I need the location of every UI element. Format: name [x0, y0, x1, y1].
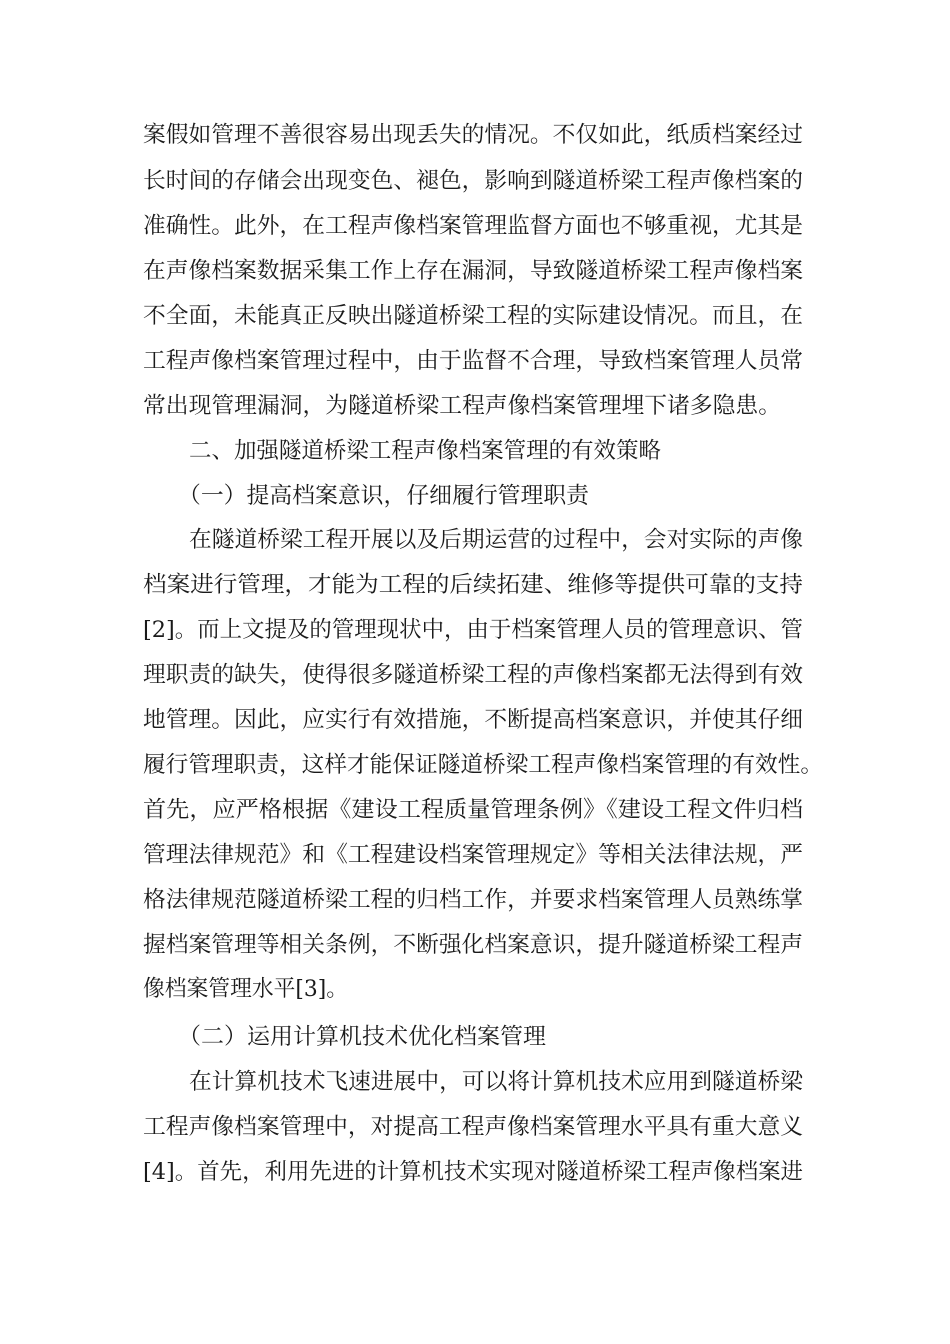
text-line — [0, 436, 950, 466]
text-line — [0, 1157, 950, 1187]
text-line-content: （二）运用计算机技术优化档案管理 — [178, 1024, 546, 1050]
text-line — [0, 211, 950, 241]
text-line — [0, 795, 950, 825]
text-line-content: （一）提高档案意识，仔细履行管理职责 — [178, 483, 589, 509]
text-line-content: 像档案管理水平[3]。 — [143, 976, 348, 1002]
text-line-content: 地管理。因此，应实行有效措施，不断提高档案意识，并使其仔细 — [143, 707, 804, 733]
text-line-content: 准确性。此外，在工程声像档案管理监督方面也不够重视，尤其是 — [143, 213, 804, 239]
text-line-content: 握档案管理等相关条例，不断强化档案意识，提升隧道桥梁工程声 — [143, 932, 804, 958]
text-line-content: 常出现管理漏洞，为隧道桥梁工程声像档案管理埋下诸多隐患。 — [143, 393, 781, 419]
text-line-content: [4]。首先，利用先进的计算机技术实现对隧道桥梁工程声像档案进 — [143, 1159, 803, 1185]
text-line — [0, 256, 950, 286]
text-line — [0, 1022, 950, 1052]
text-line-content: 工程声像档案管理中，对提高工程声像档案管理水平具有重大意义 — [143, 1114, 804, 1140]
text-line — [0, 705, 950, 735]
text-line — [0, 615, 950, 645]
text-line-content: 格法律规范隧道桥梁工程的归档工作，并要求档案管理人员熟练掌 — [143, 887, 804, 913]
text-line-content: 在隧道桥梁工程开展以及后期运营的过程中，会对实际的声像 — [189, 527, 803, 553]
text-line — [0, 301, 950, 331]
text-line — [0, 166, 950, 196]
text-line — [0, 930, 950, 960]
text-line — [0, 570, 950, 600]
text-line — [0, 481, 950, 511]
text-line-content: 履行管理职责，这样才能保证隧道桥梁工程声像档案管理的有效性。 — [143, 752, 823, 778]
text-line-content: 理职责的缺失，使得很多隧道桥梁工程的声像档案都无法得到有效 — [143, 662, 804, 688]
text-line — [0, 974, 950, 1004]
text-line-content: 首先，应严格根据《建设工程质量管理条例》《建设工程文件归档 — [143, 797, 804, 823]
text-line — [0, 525, 950, 555]
text-line-content: [2]。而上文提及的管理现状中，由于档案管理人员的管理意识、管 — [143, 617, 803, 643]
text-line-content: 案假如管理不善很容易出现丢失的情况。不仅如此，纸质档案经过 — [143, 122, 804, 148]
text-line — [0, 885, 950, 915]
text-line — [0, 840, 950, 870]
text-line-content: 不全面，未能真正反映出隧道桥梁工程的实际建设情况。而且，在 — [143, 303, 804, 329]
text-line — [0, 1112, 950, 1142]
text-line-content: 长时间的存储会出现变色、褪色，影响到隧道桥梁工程声像档案的 — [143, 168, 804, 194]
text-line — [0, 1067, 950, 1097]
text-line-content: 档案进行管理，才能为工程的后续拓建、维修等提供可靠的支持 — [143, 572, 804, 598]
text-line-content: 工程声像档案管理过程中，由于监督不合理，导致档案管理人员常 — [143, 348, 804, 374]
text-line-content: 二、加强隧道桥梁工程声像档案管理的有效策略 — [189, 438, 661, 464]
text-line-content: 在计算机技术飞速进展中，可以将计算机技术应用到隧道桥梁 — [189, 1069, 803, 1095]
text-line-content: 管理法律规范》和《工程建设档案管理规定》等相关法律法规，严 — [143, 842, 804, 868]
text-line — [0, 750, 950, 780]
text-line — [0, 120, 950, 150]
text-line — [0, 391, 950, 421]
text-line — [0, 660, 950, 690]
text-line — [0, 346, 950, 376]
text-line-content: 在声像档案数据采集工作上存在漏洞，导致隧道桥梁工程声像档案 — [143, 258, 804, 284]
